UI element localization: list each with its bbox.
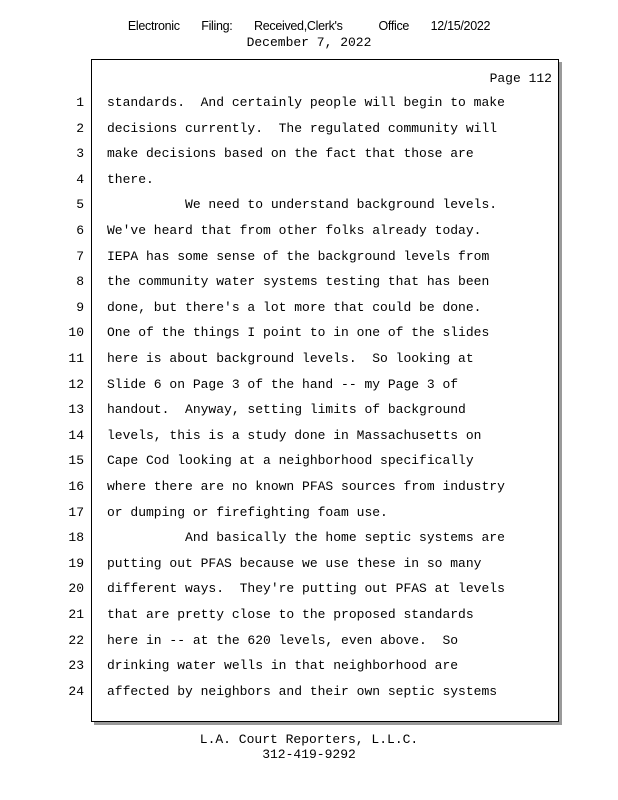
line-number: 20 [68,581,84,596]
line-number: 19 [68,556,84,571]
line-number: 13 [68,402,84,417]
transcript-line: affected by neighbors and their own septic systems [107,684,498,699]
line-number: 21 [68,607,84,622]
line-number: 11 [68,351,84,366]
line-number: 6 [76,223,84,238]
filing-stamp: Electronic Filing: Received,Clerk's Office 12/15/2022 [127,19,491,33]
line-number: 3 [76,146,84,161]
transcript-line: decisions currently. The regulated community will [107,121,498,136]
line-number: 16 [68,479,84,494]
line-number: 4 [76,172,84,187]
line-number: 22 [68,633,84,648]
footer [0,732,618,762]
transcript-line: One of the things I point to in one of the slides [107,325,490,340]
transcript-line: the community water systems testing that has been [107,274,490,289]
reporter-company: L.A. Court Reporters, L.L.C. [199,732,419,747]
transcript-line: We've heard that from other folks already today. [107,223,482,238]
line-number: 23 [68,658,84,673]
transcript-line: there. [107,172,154,187]
line-number: 12 [68,377,84,392]
line-number: 2 [76,121,84,136]
transcript-line: Cape Cod looking at a neighborhood specifically [107,453,474,468]
transcript-line: make decisions based on the fact that those are [107,146,474,161]
reporter-phone: 312-419-9292 [262,747,356,762]
transcript-line: where there are no known PFAS sources from industry [107,479,505,494]
transcript-line: here in -- at the 620 levels, even above. So [107,633,459,648]
transcript-line: IEPA has some sense of the background levels from [107,249,490,264]
line-number: 7 [76,249,84,264]
transcript-line: putting out PFAS because we use these in so many [107,556,482,571]
line-number: 24 [68,684,84,699]
hearing-date: December 7, 2022 [246,35,372,50]
transcript-line: drinking water wells in that neighborhood are [107,658,459,673]
transcript-line: that are pretty close to the proposed standards [107,607,474,622]
line-number: 10 [68,325,84,340]
transcript-line: standards. And certainly people will begin to make [107,95,505,110]
transcript-line: Slide 6 on Page 3 of the hand -- my Page 3 of [107,377,459,392]
transcript-line: We need to understand background levels. [107,197,498,212]
line-number: 18 [68,530,84,545]
line-number: 17 [68,505,84,520]
transcript-line: done, but there's a lot more that could be done. [107,300,482,315]
line-number: 8 [76,274,84,289]
line-number: 14 [68,428,84,443]
transcript-line: or dumping or firefighting foam use. [107,505,388,520]
transcript-line: levels, this is a study done in Massachusetts on [107,428,482,443]
line-number: 9 [76,300,84,315]
page-number: Page 112 [489,71,552,86]
line-number: 15 [68,453,84,468]
transcript-line: handout. Anyway, setting limits of background [107,402,466,417]
transcript-line: And basically the home septic systems are [107,530,505,545]
line-number: 5 [76,197,84,212]
transcript-line: here is about background levels. So looking at [107,351,474,366]
line-number: 1 [76,95,84,110]
transcript-line: different ways. They're putting out PFAS at levels [107,581,505,596]
